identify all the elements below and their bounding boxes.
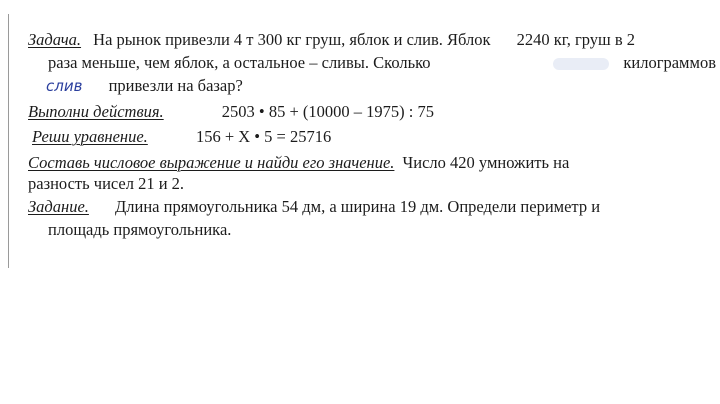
- task1-text-line2b: килограммов: [623, 53, 716, 72]
- erased-mark: [553, 58, 609, 70]
- task1-line2: [48, 53, 716, 73]
- task1-text-b: 2240 кг, груш в 2: [516, 30, 635, 49]
- task3-line: [32, 127, 331, 147]
- task4-line1: [28, 153, 569, 173]
- task1-text-line3: привезли на базар?: [108, 76, 243, 95]
- task1-text-line2: раза меньше, чем яблок, а остальное – сливы. Сколько: [48, 53, 431, 72]
- task2-line: [28, 102, 434, 122]
- task5-text1: Длина прямоугольника 54 дм, а ширина 19 дм. Определи периметр и: [115, 197, 601, 216]
- task1-line1: [28, 30, 716, 50]
- task3-label: Реши уравнение.: [32, 127, 148, 146]
- margin-line: [8, 14, 9, 268]
- task5-label: Задание.: [28, 197, 89, 216]
- task4-label: Составь числовое выражение и найди его значение.: [28, 153, 395, 172]
- task4-text1: Число 420 умножить на: [402, 153, 570, 172]
- task5-line2: [48, 220, 231, 240]
- task1-line3: [46, 76, 243, 96]
- task4-text2: разность чисел 21 и 2.: [28, 174, 185, 193]
- task2-label: Выполни действия.: [28, 102, 164, 121]
- task5-text2: площадь прямоугольника.: [48, 220, 232, 239]
- task1-label: Задача.: [28, 30, 82, 49]
- task4-line2: [28, 174, 184, 194]
- task1-text-a: На рынок привезли 4 т 300 кг груш, яблок и слив. Яблок: [93, 30, 491, 49]
- task3-equation: 156 + X • 5 = 25716: [195, 127, 332, 146]
- handwritten-word: слив: [46, 77, 83, 95]
- task2-expression: 2503 • 85 + (10000 – 1975) : 75: [221, 102, 434, 121]
- task5-line1: [28, 197, 716, 217]
